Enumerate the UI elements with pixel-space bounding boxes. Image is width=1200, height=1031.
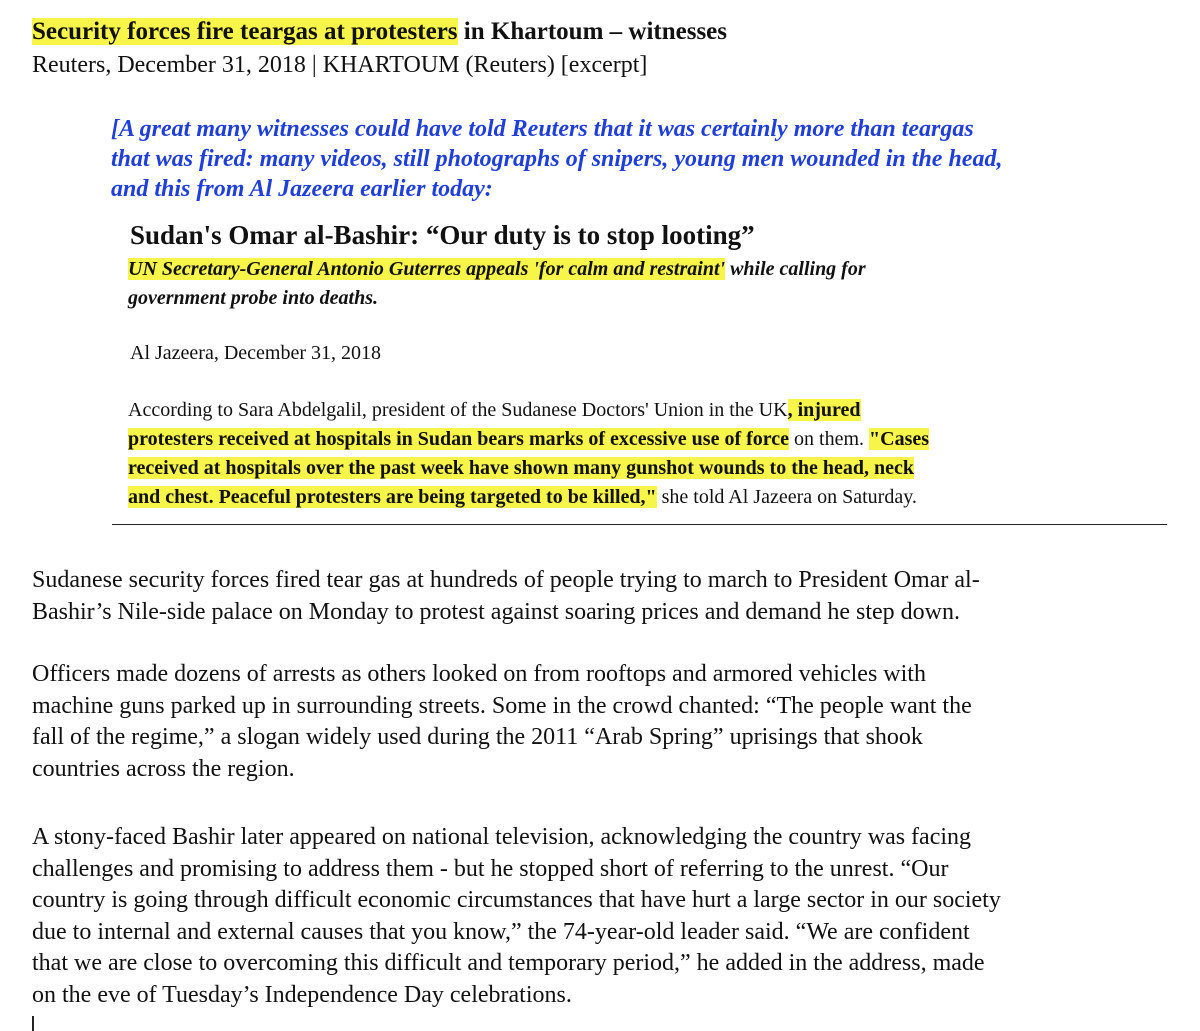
embedded-article-excerpt [112,208,1167,525]
quote-highlighted-text: received at hospitals over the past week have shown many gunshot wounds to the head, neck [128,457,914,479]
paragraph-line: machine guns parked up in surrounding streets. Some in the crowd chanted: “The people want the [32,692,972,719]
editor-note [111,114,1191,204]
paragraph-line: Sudanese security forces fired tear gas at hundreds of people trying to march to President Omar al- [32,567,980,593]
text-cursor [32,1016,34,1031]
paragraph-line: A stony-faced Bashir later appeared on national television, acknowledging the country was facing [32,824,972,850]
headline-highlighted-text: Security forces fire teargas at protesters [32,18,458,45]
embedded-article-subtitle [128,255,866,313]
paragraph-line: Officers made dozens of arrests as others looked on from rooftops and armored vehicles with [32,661,926,687]
embedded-article-quote [128,396,1158,512]
paragraph-line: that we are close to overcoming this difficult and temporary period,” he added in the address, made [32,950,985,976]
quote-plain-text: she told Al Jazeera on Saturday. [656,486,917,508]
embedded-article-title: Sudan's Omar al-Bashir: “Our duty is to stop looting” [130,220,755,250]
quote-highlighted-text: protesters received at hospitals in Sudan bears marks of excessive use of force [128,428,790,450]
quote-highlighted-text: , injured [787,399,861,421]
article-headline [32,15,727,49]
paragraph-line: country is going through difficult economic circumstances that have hurt a large sector in our society [32,887,1001,913]
embedded-article-source: Al Jazeera, December 31, 2018 [130,342,381,364]
body-paragraph [32,565,1192,628]
subtitle-line-2: government probe into deaths. [128,287,379,309]
paragraph-line: on the eve of Tuesday’s Independence Day celebrations. [32,981,572,1008]
body-paragraph [32,822,1192,1011]
paragraph-line: due to internal and external causes that you know,” the 74-year-old leader said. “We are confident [32,918,970,945]
quote-highlighted-text: and chest. Peaceful protesters are being targeted to be killed," [128,486,657,508]
paragraph-line: fall of the regime,” a slogan widely used during the 2011 “Arab Spring” uprisings that shook [32,724,923,750]
subtitle-highlighted-text: UN Secretary-General Antonio Guterres appeals 'for calm and restraint' [128,258,726,280]
article-byline: Reuters, December 31, 2018 | KHARTOUM (Reuters) [excerpt] [32,52,648,78]
body-paragraph [32,659,1192,785]
editor-note-line: and this from Al Jazeera earlier today: [111,176,493,202]
paragraph-line: Bashir’s Nile-side palace on Monday to protest against soaring prices and demand he step down. [32,598,960,625]
quote-plain-text: According to Sara Abdelgalil, president of the Sudanese Doctors' Union in the UK [128,399,788,421]
subtitle-rest-text: while calling for [725,258,866,280]
quote-plain-text: on them. [789,428,870,450]
quote-highlighted-text: "Cases [869,428,930,450]
editor-note-line: that was fired: many videos, still photographs of snipers, young men wounded in the head, [111,146,1003,172]
paragraph-line: challenges and promising to address them - but he stopped short of referring to the unrest. “Our [32,855,949,882]
paragraph-line: countries across the region. [32,755,295,782]
headline-rest-text: in Khartoum – witnesses [457,18,728,45]
editor-note-line: [A great many witnesses could have told Reuters that it was certainly more than teargas [111,116,974,142]
